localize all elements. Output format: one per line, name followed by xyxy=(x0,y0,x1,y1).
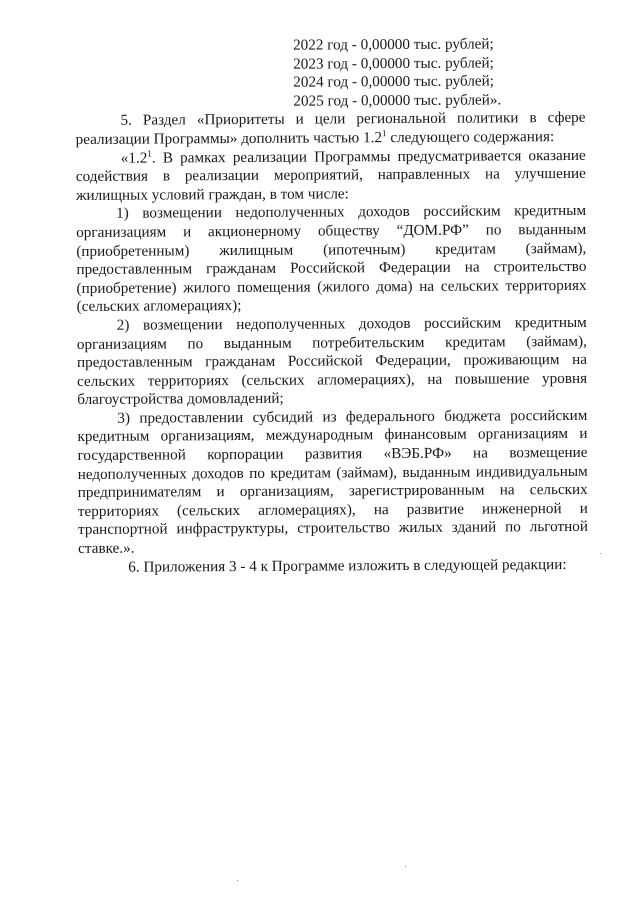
document-body xyxy=(75,35,588,577)
paragraph-section-6: 6. Приложения 3 - 4 к Программе изложить в следующей редакции: xyxy=(128,555,567,576)
scan-speck xyxy=(405,866,406,867)
clause-superscript: 1 xyxy=(147,148,152,159)
funding-amounts xyxy=(293,35,585,111)
scan-speck xyxy=(600,553,601,554)
amount-line-2023: 2023 год - 0,00000 тыс. рублей; xyxy=(293,54,494,73)
section-5-superscript: 1 xyxy=(381,128,387,139)
clause-number: «1.2 xyxy=(120,149,148,167)
scan-speck xyxy=(237,880,238,881)
paragraph-section-5 xyxy=(75,109,585,149)
clause-text: . В рамках реализации Программы предусматривается оказание содействия в реализации мероприятий, направленных на улучшение жилищных условий граждан, в том числе: xyxy=(75,146,586,204)
paragraph-clause-1-2-1 xyxy=(76,146,586,205)
list-item-1: 1) возмещении недополученных доходов российским кредитным организациям и акционерному обществу “ДОМ.РФ” по выданным (приобретенным) жилищным (ипотечным) кредитам (займам), предоставленным гражданам Российской Федерации на строительство (приобретение) жилого помещения (жилого дома) на сельских территориях (сельских агломерациях); xyxy=(76,202,587,316)
list-item-2: 2) возмещении недополученных доходов российским кредитным организациям по выданным потребительским кредитам (займам), предоставленным гражданам Российской Федерации, проживающим на сельских территориях (сельских агломерациях), на повышение уровня благоустройства домовладений; xyxy=(76,313,588,409)
amount-line-2022: 2022 год - 0,00000 тыс. рублей; xyxy=(292,35,494,54)
amount-line-2024: 2024 год - 0,00000 тыс. рублей; xyxy=(293,72,495,91)
section-5-text-b: следующего содержания: xyxy=(386,128,555,147)
section-5-text-a: 5. Раздел «Приоритеты и цели региональной политики в сфере реализации Программы» дополнить частью 1.2 xyxy=(75,109,586,148)
list-item-3: 3) предоставлении субсидий из федерального бюджета российским кредитным организациям, международным финансовым организациям и государственной корпорации развития «ВЭБ.РФ» на возмещение недополученных доходов по кредитам (займам), выданным индивидуальным предпринимателям и организациям, зарегистрированным на сельских территориях (сельских агломерациях), на развитие инженерной и транспортной инфраструктуры, строительство жилых зданий по льготной ставке.». xyxy=(77,406,589,558)
amount-line-2025: 2025 год - 0,00000 тыс. рублей». xyxy=(293,91,502,110)
